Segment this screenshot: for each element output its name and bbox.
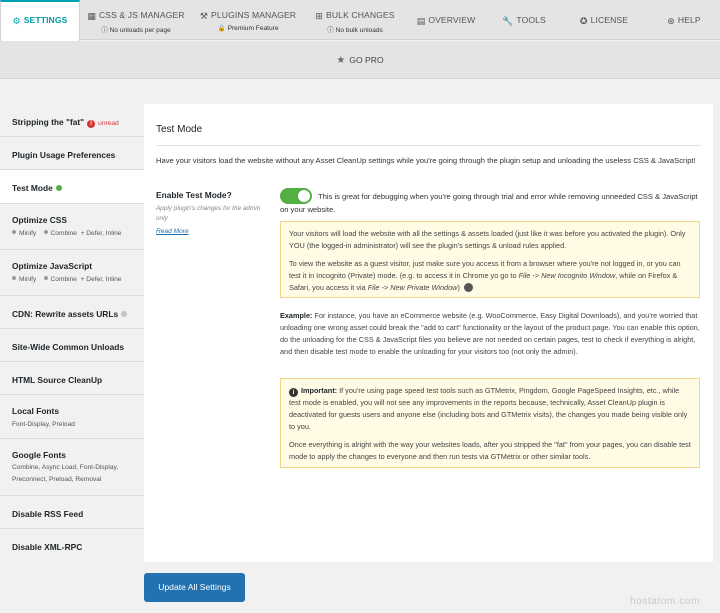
tab-label: LICENSE <box>590 15 629 25</box>
tab-overview[interactable] <box>406 0 486 40</box>
sos-icon: ⊛ <box>667 16 675 26</box>
sidebar-item-label: Site-Wide Common Unloads <box>12 342 125 352</box>
bullet-icon <box>12 276 16 280</box>
enable-test-mode-label: Enable Test Mode? <box>156 190 232 200</box>
sidebar-item-label: Disable XML-RPC <box>12 542 83 552</box>
sidebar-item-local-fonts[interactable] <box>0 395 144 439</box>
sidebar-item-label: HTML Source CleanUp <box>12 375 103 385</box>
go-pro-bar[interactable] <box>0 41 720 79</box>
sidebar-item-label: Stripping the "fat" <box>12 117 85 127</box>
sidebar-item-plugin-usage-preferences[interactable] <box>0 137 144 170</box>
sidebar-item-label: Plugin Usage Preferences <box>12 150 116 160</box>
notice-text: , while on Firefox & Safari, you access it via <box>289 271 678 292</box>
tab-css-js-manager[interactable] <box>82 0 190 40</box>
feature-combine: Combine <box>50 230 77 237</box>
settings-panel <box>144 104 713 562</box>
info-notice <box>280 221 700 298</box>
tab-bulk-changes[interactable] <box>306 0 404 40</box>
info-icon: ⓘ <box>101 27 108 34</box>
toggle-description: This is great for debugging when you're going through trial and error while removing unneeded CSS & JavaScript on your website. <box>280 192 698 214</box>
example-text <box>280 310 700 358</box>
exclamation-icon: ! <box>87 120 95 128</box>
feature-defer-inline: + Defer, Inline <box>80 276 122 283</box>
watermark: hostatom.com <box>630 596 701 607</box>
sidebar-item-site-wide-unloads[interactable] <box>0 329 144 362</box>
page-title: Test Mode <box>156 124 203 135</box>
bullet-icon <box>12 230 16 234</box>
notice-paragraph: Your visitors will load the website with all the settings & assets loaded (just like it was before you activated the plugin). Only YOU (the logged-in administrator) will see the plugin's settings & unload rules applied. <box>289 229 686 250</box>
important-label: Important: <box>301 386 338 395</box>
sidebar-item-label: CDN: Rewrite assets URLs <box>12 309 119 319</box>
info-icon: ⓘ <box>327 27 334 34</box>
feature-defer-inline: + Defer, Inline <box>80 230 122 237</box>
notice-text: To view the website as a guest visitor, just make sure you access it from a browser where you're not logged in, or you can test it in Incognito (Private) mode. (e.g. to access it in Chrome yo go to <box>289 259 681 280</box>
field-hint: Apply plugin's changes for the admin only <box>156 205 261 222</box>
incognito-icon <box>464 283 473 292</box>
notice-text: ) <box>457 283 460 292</box>
section-description: Have your visitors load the website without any Asset CleanUp settings while you're going through the plugin setup and unloading the useless CSS & JavaScript! <box>156 156 696 165</box>
star-icon: ★ <box>336 55 346 66</box>
tab-label: TOOLS <box>516 15 546 25</box>
sidebar-item-html-source-cleanup[interactable] <box>0 362 144 395</box>
feature-minify: Minify <box>19 276 37 283</box>
plugins-icon: ⚒ <box>199 11 209 21</box>
tab-sub-label: No bulk unloads <box>335 27 383 34</box>
read-more-link[interactable]: Read More <box>156 228 189 235</box>
notice-paragraph: Once everything is alright with the way your websites loads, after you stripped the "fat" from your pages, you can disable test mode to apply the changes to everyone and then run tests via GTMetrix or other similar tools. <box>289 440 691 461</box>
sidebar-item-optimize-javascript[interactable] <box>0 250 144 296</box>
sidebar-item-optimize-css[interactable] <box>0 204 144 250</box>
tab-tools[interactable] <box>488 0 560 40</box>
sidebar-item-cdn-rewrite[interactable] <box>0 296 144 329</box>
chrome-path: File -> New Incognito Window <box>518 271 616 280</box>
example-body: For instance, you have an eCommerce website (e.g. WooCommerce, Easy Digital Downloads), and you're worried that unloading one wrong asset could break the "add to cart" functionality or the layout of the product page. You can enable this option, do the unloading for the CSS & JavaScript files you believe are not needed on certain pages, test to check if everything is alright, and then disable test mode to enable the unloading for your visitors too (not only the admin). <box>280 311 700 356</box>
sidebar-item-label: Optimize JavaScript <box>12 261 93 271</box>
tab-label: CSS & JS MANAGER <box>98 10 185 20</box>
sidebar-item-disable-rss-feed[interactable] <box>0 496 144 529</box>
tab-plugins-manager[interactable] <box>192 0 304 40</box>
important-body: If you're using page speed test tools such as GTMetrix, Pingdom, Google PageSpeed Insights, etc., while test mode is enabled, you will not see any improvements in the reports because, technically, Asset CleanUp plugin is deactivated for guests users and anyone else (including bots and GTMetrix visits), the changes you made being visible only to you. <box>289 386 688 431</box>
google-fonts-features-2: Preconnect, Preload, Removal <box>12 476 102 483</box>
awards-icon: ✪ <box>579 16 588 26</box>
bullet-icon <box>44 276 48 280</box>
tab-label: HELP <box>677 15 701 25</box>
sidebar-item-google-fonts[interactable] <box>0 439 144 496</box>
toggle-knob <box>298 190 310 202</box>
document-icon: ▤ <box>416 16 426 26</box>
sidebar-item-label: Disable RSS Feed <box>12 509 84 519</box>
firefox-path: File -> New Private Window <box>367 283 458 292</box>
sidebar-item-stripping-the-fat[interactable] <box>0 104 144 137</box>
sidebar-item-disable-xml-rpc[interactable] <box>0 529 144 562</box>
tab-sub-label: Premium Feature <box>227 25 279 32</box>
local-fonts-features: Font-Display, Preload <box>12 421 75 428</box>
media-code-icon: ▦ <box>87 11 96 21</box>
gear-icon: ⚙ <box>12 16 21 26</box>
bullet-icon <box>44 230 48 234</box>
go-pro-label: GO PRO <box>349 55 384 65</box>
feature-minify: Minify <box>19 230 37 237</box>
status-dot-icon <box>56 185 62 191</box>
tab-license[interactable] <box>562 0 646 40</box>
tab-label: OVERVIEW <box>428 15 476 25</box>
important-notice <box>280 378 700 468</box>
sidebar-item-label: Test Mode <box>12 183 53 193</box>
sidebar-item-label: Google Fonts <box>12 450 66 460</box>
info-icon: i <box>289 388 298 397</box>
example-label: Example: <box>280 311 313 320</box>
status-dot-icon <box>121 311 127 317</box>
tab-sub-label: No unloads per page <box>109 27 171 34</box>
settings-sidebar <box>0 104 144 562</box>
sidebar-item-label: Optimize CSS <box>12 215 67 225</box>
tab-label: PLUGINS MANAGER <box>211 10 297 20</box>
sidebar-item-test-mode[interactable] <box>0 170 144 204</box>
google-fonts-features: Combine, Async Load, Font-Display, <box>12 464 119 471</box>
test-mode-toggle[interactable] <box>280 188 312 204</box>
top-navigation <box>0 0 720 40</box>
divider <box>156 145 701 146</box>
networking-icon: ⊞ <box>315 11 324 21</box>
update-all-settings-button[interactable]: Update All Settings <box>144 573 245 602</box>
tab-label: SETTINGS <box>23 15 68 25</box>
notice-paragraph-guest <box>289 258 691 294</box>
feature-combine: Combine <box>50 276 77 283</box>
tab-settings[interactable] <box>0 0 80 41</box>
notice-paragraph <box>289 385 691 433</box>
wrench-icon: 🔧 <box>502 16 514 26</box>
unread-badge: unread <box>98 120 119 127</box>
sidebar-item-label: Local Fonts <box>12 406 59 416</box>
tab-label: BULK CHANGES <box>326 10 395 20</box>
lock-icon: 🔒 <box>217 25 226 32</box>
tab-help[interactable] <box>648 0 720 40</box>
